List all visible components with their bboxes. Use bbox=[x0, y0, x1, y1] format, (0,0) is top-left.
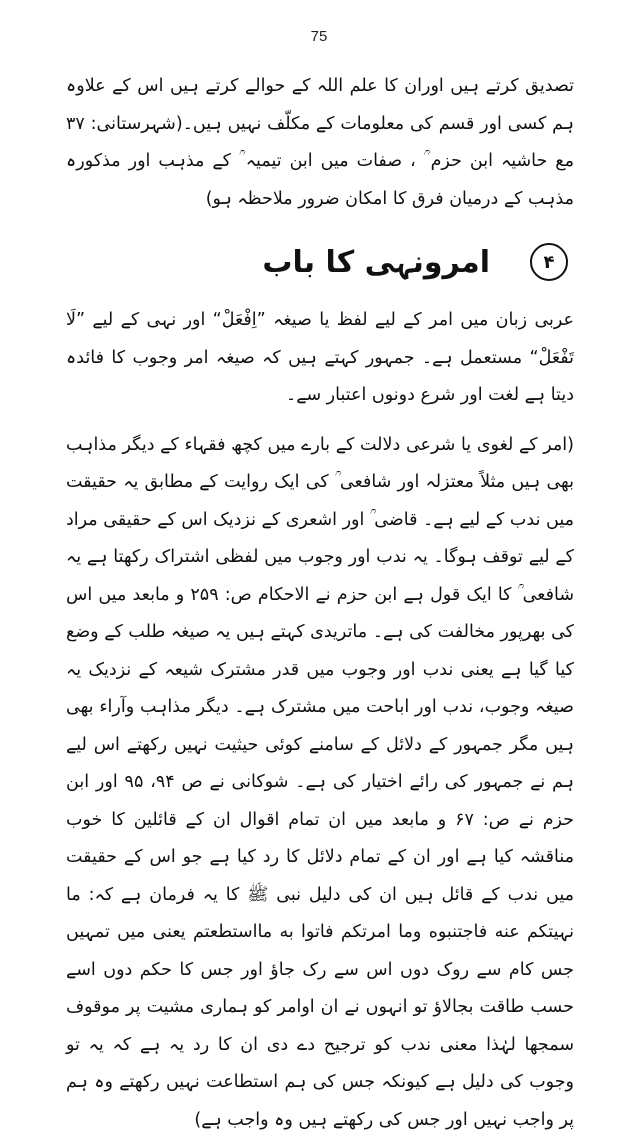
discussion-paragraph: (امر کے لغوی یا شرعی دلالت کے بارے میں کچھ فقہاء کے دیگر مذاہب بھی ہیں مثلاً معتزلہ اور شافعی ؒ کی ایک روایت کے مطابق یہ حقیقت میں ندب کے لیے ہے۔ قاضی ؒ اور اشعری کے نزدیک اس کے حقیقی مراد کے لیے توقف ہوگا۔ یہ ندب اور وجوب میں لفظی اشتراک رکھتا ہے یہ شافعی ؒ کا ایک قول ہے ابن حزم نے الاحکام ص: ۲۵۹ و مابعد میں اس کی بھرپور مخالفت کی ہے۔ ماتریدی کہتے ہیں یہ صیغہ طلب کے وضع کیا گیا ہے یعنی ندب اور وجوب میں قدر مشترک شیعہ کے نزدیک یہ صیغہ وجوب، ندب اور اباحت میں مشترک ہے۔ دیگر مذاہب وآراء بھی ہیں مگر جمہور کے دلائل کے سامنے کوئی حیثیت نہیں رکھتے اس لیے ہم نے جمہور کی رائے اختیار کی ہے۔ شوکانی نے ص ۹۴، ۹۵ اور ابن حزم نے ص: ۶۷ و مابعد میں ان تمام اقوال ان کے قائلین کا خوب مناقشہ کیا ہے اور ان کے تمام دلائل کا رد کیا ہے جو اس کے حقیقت میں ندب کے قائل ہیں ان کی دلیل نبی ﷺ کا یہ فرمان ہے کہ: ما نہیتکم عنه فاجتنبوه وما امرتکم فاتوا به مااستطعتم یعنی میں تمہیں جس کام سے روک دوں اس سے رک جاؤ اور جس کا حکم دوں اسے حسب طاقت بجالاؤ تو انہوں نے ان اوامر کو ہماری مشیت پر موقوف سمجھا لہٰذا معنی ندب کو ترجیح دے دی ان کا رد یہ ہے کہ یہ تو وجوب کی دلیل ہے کیونکہ جس کی ہم استطاعت نہیں رکھتے وہ ہم پر واجب نہیں اور جس کی رکھتے ہیں وہ واجب ہے) bbox=[66, 427, 574, 1139]
intro-paragraph: تصدیق کرتے ہیں اوران کا علم اللہ کے حوالے کرتے ہیں اس کے علاوہ ہم کسی اور قسم کی معلومات کے مکلّف نہیں ہیں۔(شہرستانی: ۳۷ مع حاشیہ ابن حزم ؒ ، صفات میں ابن تیمیہ ؒ کے مذہب اور مذکورہ مذہب کے درمیان فرق کا امکان ضرور ملاحظہ ہو) bbox=[66, 68, 574, 218]
page-body bbox=[66, 68, 574, 1139]
section-heading bbox=[66, 232, 574, 292]
section-number-badge: ۴ bbox=[530, 243, 568, 281]
section-title: امرونہی کا باب bbox=[262, 245, 490, 280]
definition-paragraph: عربی زبان میں امر کے لیے لفظ یا صیغہ ”اِفْعَلْ“ اور نہی کے لیے ”لَا تَفْعَلْ“ مستعمل ہے۔ جمہور کہتے ہیں کہ صیغہ امر وجوب کا فائدہ دیتا ہے لغت اور شرع دونوں اعتبار سے۔ bbox=[66, 302, 574, 415]
page-number: 75 bbox=[0, 28, 638, 45]
